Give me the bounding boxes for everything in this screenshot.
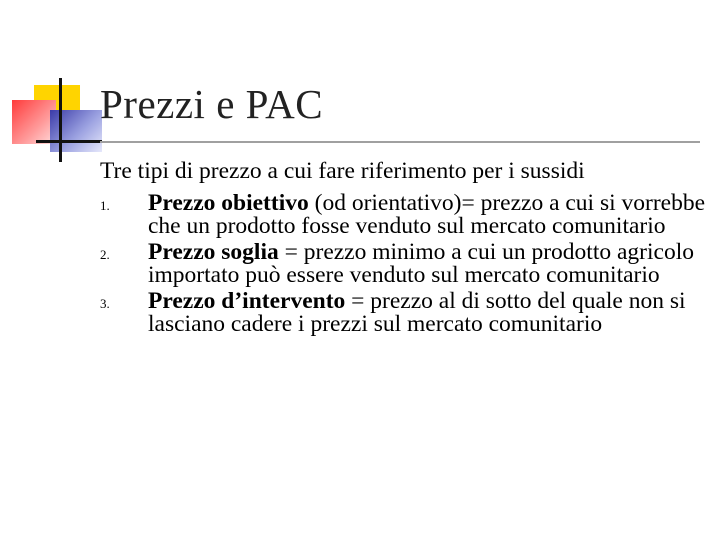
list-item-definition: (od orientativo)= prezzo a cui si vorrebbe che un prodotto fosse venduto sul mercato comunitario: [148, 189, 706, 239]
list-item-number: 3.: [100, 295, 110, 311]
list-item-definition: = prezzo minimo a cui un prodotto agricolo importato può essere venduto sul mercato comunitario: [148, 238, 694, 288]
logo-blue-square: [50, 110, 102, 152]
list-item-number: 2.: [100, 246, 110, 262]
title-underline: [100, 141, 700, 143]
logo-horizontal-line: [36, 140, 102, 143]
list-item-term: Prezzo obiettivo: [148, 189, 309, 216]
slide-body: [100, 160, 710, 339]
list-item-text: [148, 287, 710, 337]
list-item-term: Prezzo d’intervento: [148, 287, 346, 314]
list-item-term: Prezzo soglia: [148, 238, 279, 265]
list-item-number: 1.: [100, 197, 110, 213]
list-item-definition: = prezzo al di sotto del quale non si lasciano cadere i prezzi sul mercato comunitario: [148, 287, 686, 337]
list-item: [100, 287, 710, 337]
list-item-text: [148, 189, 710, 239]
slide-title: Prezzi e PAC: [100, 81, 324, 127]
list-item-text: [148, 238, 710, 288]
list-item: [100, 189, 710, 239]
list-item: [100, 238, 710, 288]
logo-vertical-line: [59, 78, 62, 162]
intro-text: Tre tipi di prezzo a cui fare riferimento per i sussidi: [100, 158, 585, 184]
